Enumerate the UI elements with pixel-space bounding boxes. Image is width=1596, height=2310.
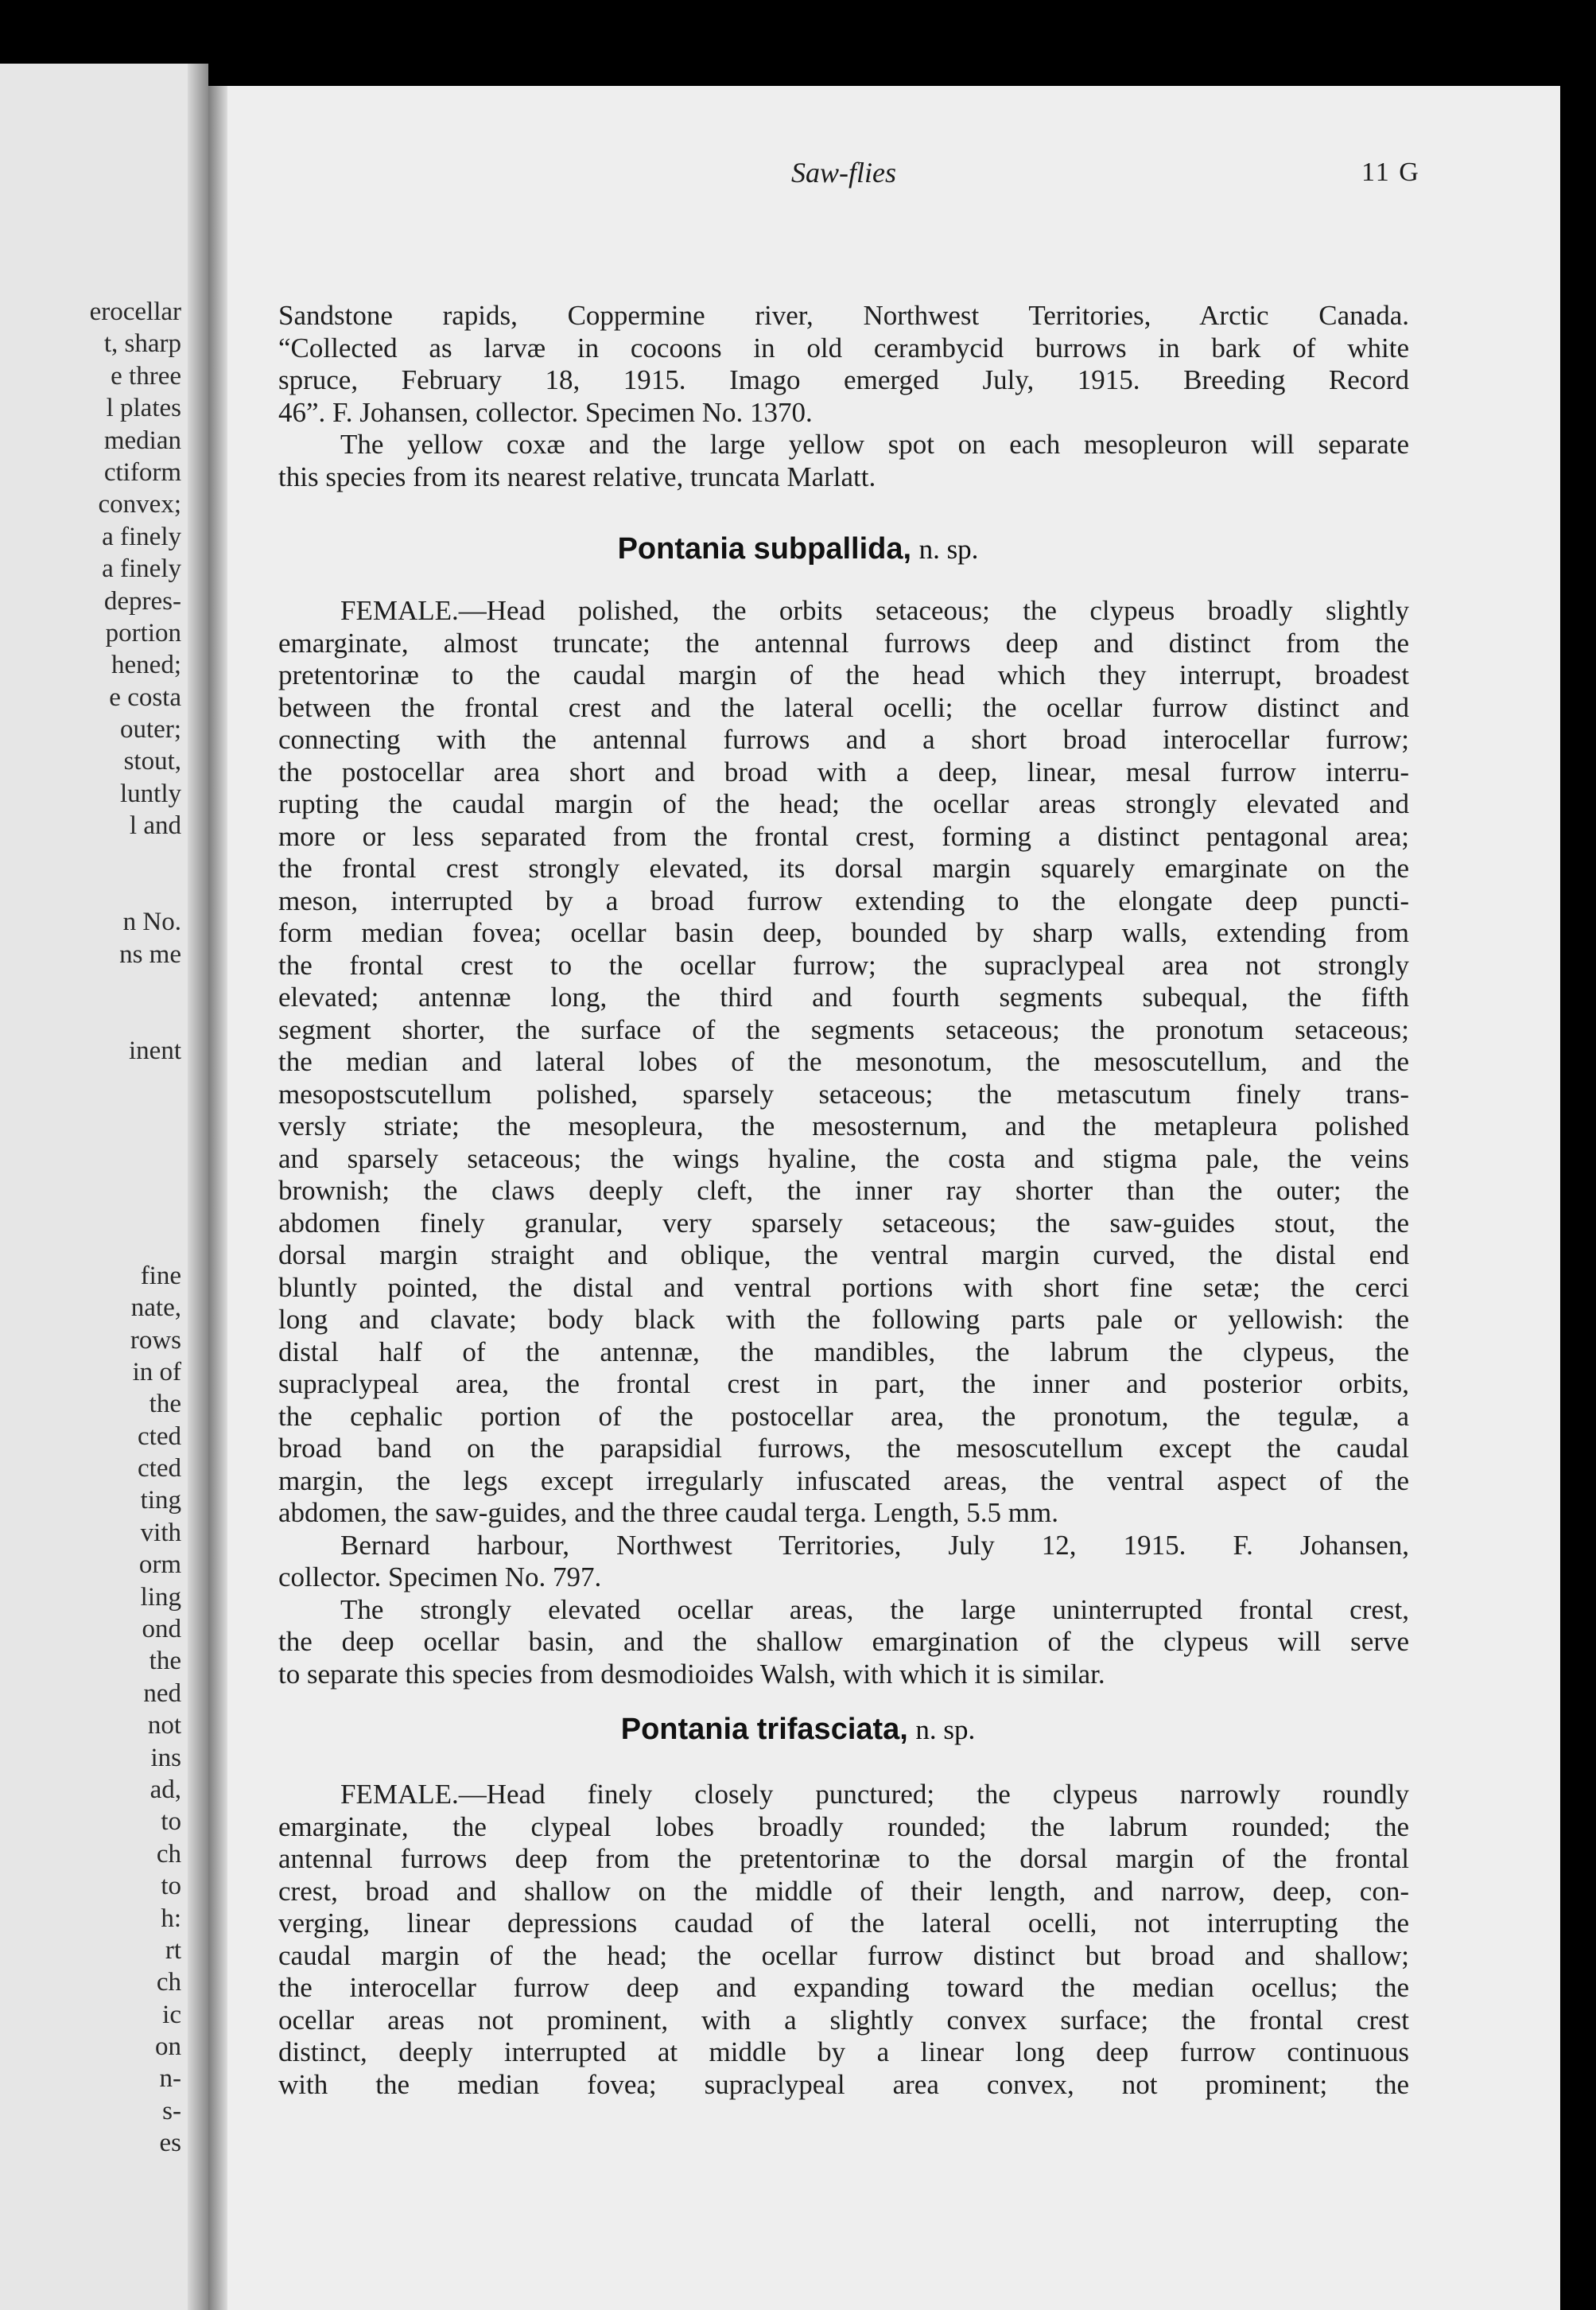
left-fragment-line: l plates [106,394,181,423]
text-line: collector. Specimen No. 797. [278,1561,602,1592]
left-fragment-line: n No. [122,908,181,937]
text-line: brownish; the claws deeply cleft, the inner ray shorter than the outer; the [278,1175,1409,1206]
left-fragment-line: ctiform [103,457,181,487]
left-fragment-line: hened; [111,651,181,680]
species-status-1: n. sp. [918,534,979,565]
text-line: bluntly pointed, the distal and ventral portions with short fine setæ; the cerci [278,1271,1409,1303]
text-line: to separate this species from desmodioides Walsh, with which it is similar. [278,1658,1105,1690]
text-line: long and clavate; body black with the following parts pale or yellowish: the [278,1304,1409,1335]
text-line: “Collected as larvæ in cocoons in old cerambycid burrows in bark of white [278,332,1409,364]
left-fragment-line: es [159,2129,181,2158]
text-line: distal half of the antennæ, the mandibles, the labrum the clypeus, the [278,1336,1409,1367]
running-head [0,156,1596,196]
text-line: crest, broad and shallow on the middle of their length, and narrow, deep, con- [278,1875,1409,1907]
text-line: Sandstone rapids, Coppermine river, Northwest Territories, Arctic Canada. [278,300,1409,331]
left-fragment-line: ad, [150,1775,181,1804]
text-line: the cephalic portion of the postocellar area, the pronotum, the tegulæ, a [278,1400,1409,1432]
paragraph-block-1 [278,300,1409,493]
page-edge-shadow [208,86,227,2310]
left-fragment-line: cted [138,1421,181,1451]
text-line: dorsal margin straight and oblique, the ventral margin curved, the distal end [278,1239,1409,1270]
text-line: more or less separated from the frontal crest, forming a distinct pentagonal area; [278,820,1409,852]
left-fragment-line: ch [156,1968,181,1997]
left-fragment-line [0,842,181,874]
left-fragment-line: e costa [109,682,181,712]
text-line: the median and lateral lobes of the mesonotum, the mesoscutellum, and the [278,1046,1409,1077]
text-line: emarginate, almost truncate; the antennal furrows deep and distinct from the [278,627,1409,659]
left-fragment-line: in of [132,1357,181,1386]
left-fragment-line: n- [159,2064,181,2094]
page-number: 11 G [1361,158,1420,187]
left-page-gutter [188,64,208,2310]
text-line: segment shorter, the surface of the segments setaceous; the pronotum setaceous; [278,1013,1409,1045]
text-line: the postocellar area short and broad with a deep, linear, mesal furrow interru- [278,756,1409,788]
left-fragment-line: ling [140,1582,181,1612]
species-description-1 [278,595,1409,1690]
text-line: The yellow coxæ and the large yellow spot on each mesopleuron will separate [340,429,1409,460]
text-line: margin, the legs except irregularly infuscated areas, the ventral aspect of the [278,1464,1409,1496]
running-head-title: Saw-flies [791,157,896,189]
text-line: ocellar areas not prominent, with a slightly convex surface; the frontal crest [278,2004,1409,2036]
text-line: and sparsely setaceous; the wings hyaline, the costa and stigma pale, the veins [278,1142,1409,1174]
text-line: Bernard harbour, Northwest Territories, July 12, 1915. F. Johansen, [340,1529,1409,1561]
left-fragment-line: ting [140,1486,181,1515]
left-fragment-line: inent [129,1036,181,1065]
left-fragment-line [0,1227,181,1259]
left-fragment-line: s- [162,2096,181,2125]
left-fragment-line: convex; [98,490,181,519]
left-page-text-fragment [0,296,181,2160]
left-fragment-line: ins [150,1743,181,1772]
left-fragment-line [0,874,181,906]
left-fragment-line: fine [140,1261,181,1290]
text-line: The strongly elevated ocellar areas, the large uninterrupted frontal crest, [340,1593,1409,1625]
text-line: versly striate; the mesopleura, the mesosternum, and the metapleura polished [278,1110,1409,1141]
left-fragment-line [0,1131,181,1163]
text-line: FEMALE.—Head polished, the orbits setaceous; the clypeus broadly slightly [340,595,1409,626]
left-fragment-line: a finely [102,554,181,584]
left-fragment-line: a finely [102,522,181,551]
left-fragment-line: not [147,1711,181,1740]
left-fragment-line: on [155,2032,181,2062]
species-heading-2 [0,1712,1596,1747]
text-line: emarginate, the clypeal lobes broadly rounded; the labrum rounded; the [278,1810,1409,1842]
left-fragment-line: stout, [123,747,181,776]
left-fragment-line [0,1196,181,1227]
text-line: FEMALE.—Head finely closely punctured; the clypeus narrowly roundly [340,1779,1409,1810]
left-fragment-line: ic [162,2000,181,2029]
left-fragment-line [0,1067,181,1099]
text-line: abdomen finely granular, very sparsely setaceous; the saw-guides stout, the [278,1207,1409,1239]
text-line: supraclypeal area, the frontal crest in part, the inner and posterior orbits, [278,1368,1409,1399]
left-fragment-line: the [149,1647,181,1676]
text-line: broad band on the parapsidial furrows, the mesoscutellum except the caudal [278,1433,1409,1464]
text-line: abdomen, the saw-guides, and the three caudal terga. Length, 5.5 mm. [278,1497,1058,1528]
text-line: the frontal crest strongly elevated, its dorsal margin squarely emarginate on the [278,853,1409,884]
left-fragment-line: ned [143,1678,181,1708]
text-line: caudal margin of the head; the ocellar furrow distinct but broad and shallow; [278,1939,1409,1971]
left-fragment-line: luntly [119,779,181,808]
text-line: the frontal crest to the ocellar furrow; the supraclypeal area not strongly [278,949,1409,981]
text-line: distinct, deeply interrupted at middle by a linear long deep furrow continuous [278,2036,1409,2067]
left-fragment-line: the [149,1390,181,1419]
left-fragment-line: h: [161,1904,181,1933]
text-line: antennal furrows deep from the pretentorinæ to the dorsal margin of the frontal [278,1843,1409,1874]
left-fragment-line: depres- [103,586,181,616]
species-name-2: Pontania trifasciata, [620,1713,908,1746]
text-line: the interocellar furrow deep and expanding toward the median ocellus; the [278,1972,1409,2003]
text-line: connecting with the antennal furrows and a short broad interocellar furrow; [278,724,1409,755]
left-fragment-line: ns me [119,939,181,969]
left-fragment-line: rows [130,1325,181,1355]
left-fragment-line: e three [111,361,181,391]
left-fragment-line: vith [140,1518,181,1547]
text-line: pretentorinæ to the caudal margin of the head which they interrupt, broadest [278,659,1409,690]
text-line: elevated; antennæ long, the third and fourth segments subequal, the fifth [278,982,1409,1013]
text-line: verging, linear depressions caudad of the lateral ocelli, not interrupting the [278,1908,1409,1939]
text-line: rupting the caudal margin of the head; the ocellar areas strongly elevated and [278,788,1409,819]
text-line: with the median fovea; supraclypeal area convex, not prominent; the [278,2068,1409,2100]
left-fragment-line: median [103,426,181,455]
species-name-1: Pontania subpallida, [617,532,912,566]
text-line: mesopostscutellum polished, sparsely setaceous; the metascutum finely trans- [278,1078,1409,1110]
left-fragment-line: outer; [120,715,181,745]
species-heading-1 [0,531,1596,566]
text-line: this species from its nearest relative, truncata Marlatt. [278,461,876,492]
left-fragment-line: orm [138,1550,181,1580]
text-line: meson, interrupted by a broad furrow extending to the elongate deep puncti- [278,885,1409,916]
left-fragment-line [0,1164,181,1196]
left-fragment-line: to [161,1807,181,1837]
left-fragment-line: l and [129,811,181,841]
text-line: the deep ocellar basin, and the shallow emargination of the clypeus will serve [278,1626,1409,1657]
text-line: form median fovea; ocellar basin deep, bounded by sharp walls, extending from [278,917,1409,948]
left-fragment-line: t, sharp [103,329,181,359]
text-line: between the frontal crest and the lateral ocelli; the ocellar furrow distinct and [278,691,1409,723]
left-page [0,64,208,2310]
left-fragment-line: nate, [130,1293,181,1323]
species-description-2 [278,1779,1409,2101]
left-fragment-line [0,970,181,1002]
left-fragment-line: ond [142,1615,181,1644]
left-fragment-line: portion [105,618,181,648]
left-fragment-line [0,1003,181,1035]
left-fragment-line [0,1099,181,1131]
left-fragment-line: erocellar [89,298,181,326]
left-fragment-line: cted [138,1454,181,1484]
left-fragment-line: to [161,1872,181,1901]
text-line: 46”. F. Johansen, collector. Specimen No. 1370. [278,396,813,428]
left-fragment-line: rt [165,1935,181,1965]
species-status-2: n. sp. [915,1714,976,1745]
text-line: spruce, February 18, 1915. Imago emerged July, 1915. Breeding Record [278,364,1409,395]
left-fragment-line: ch [156,1839,181,1869]
